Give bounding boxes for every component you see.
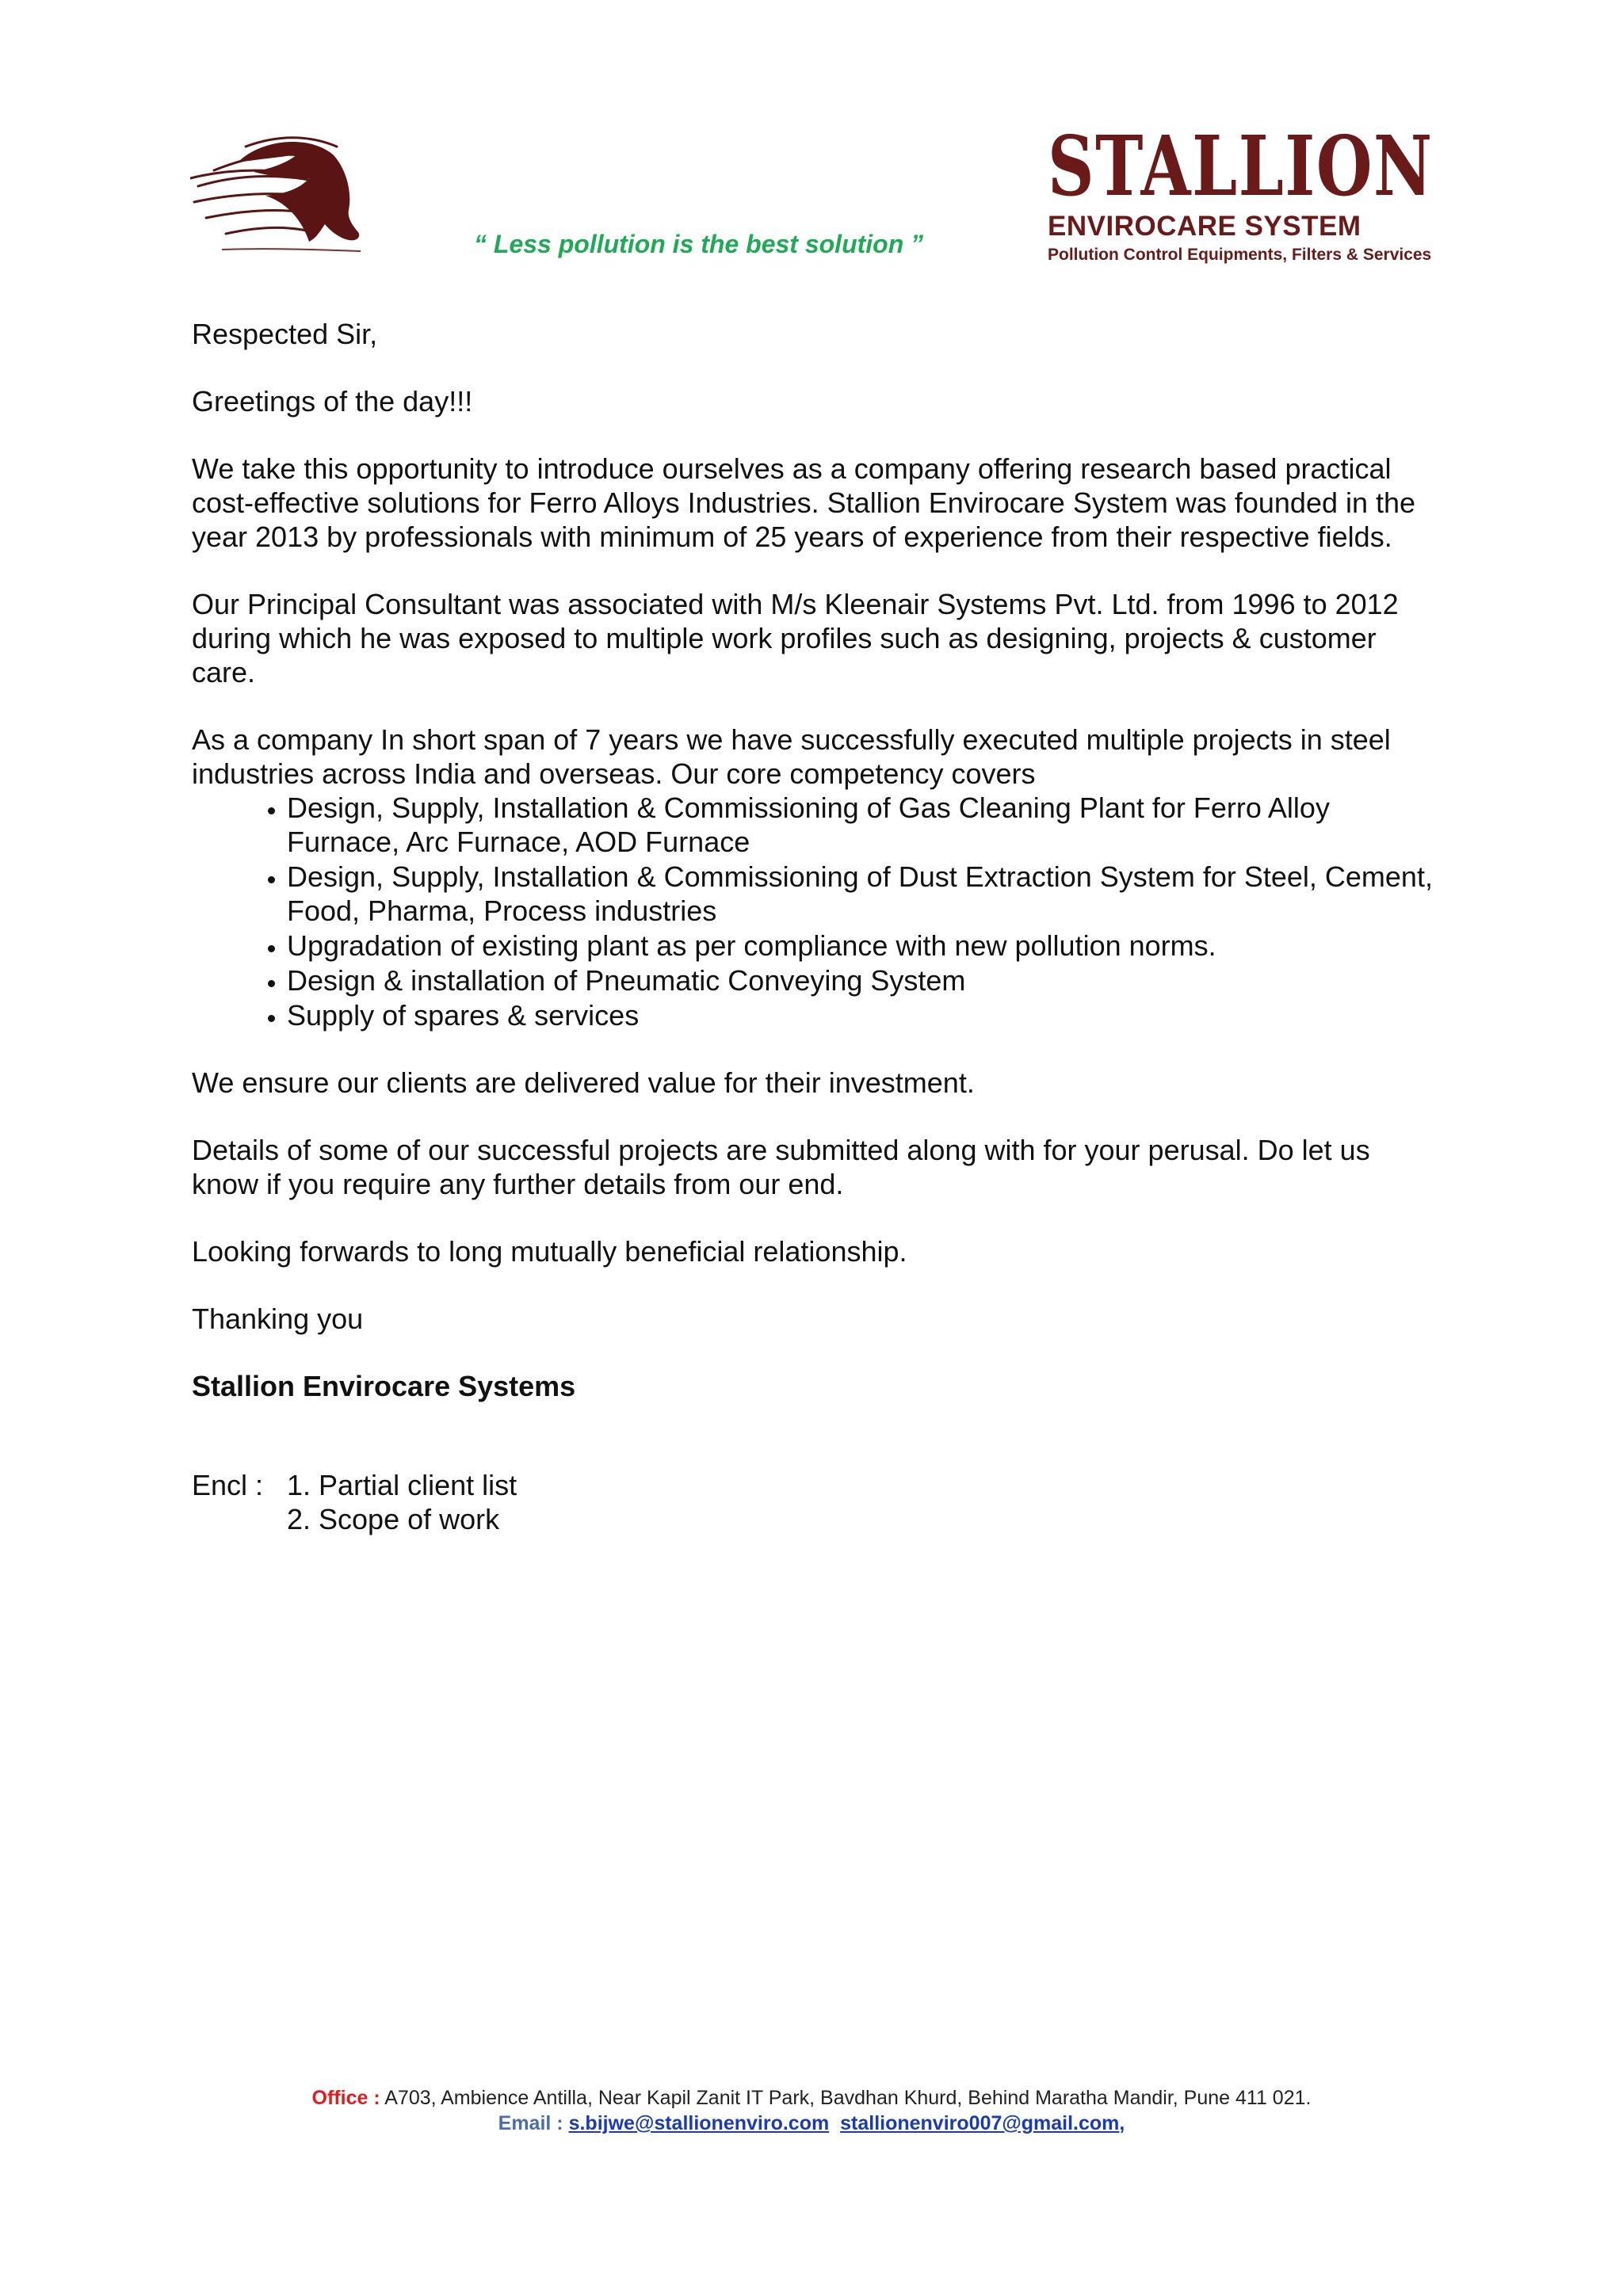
competency-list bbox=[192, 791, 1444, 1032]
competency-paragraph: As a company In short span of 7 years we have successfully executed multiple projects in steel industries across India and overseas. Our core competency covers bbox=[192, 723, 1391, 790]
footer bbox=[0, 2085, 1623, 2136]
signature: Stallion Envirocare Systems bbox=[192, 1370, 576, 1402]
letter-body bbox=[192, 317, 1444, 1536]
office-address: A703, Ambience Antilla, Near Kapil Zanit IT Park, Bavdhan Khurd, Behind Maratha Mandir, Pune 411 021. bbox=[384, 2087, 1312, 2109]
list-item: • Upgradation of existing plant as per compliance with new pollution norms. bbox=[287, 929, 1444, 963]
brand-logo bbox=[1048, 117, 1444, 265]
list-item: • Design, Supply, Installation & Commissioning of Dust Extraction System for Steel, Cement, Food, Pharma, Process industries bbox=[287, 860, 1444, 928]
brand-description: Pollution Control Equipments, Filters & Services bbox=[1048, 246, 1432, 264]
intro-paragraph: We take this opportunity to introduce ourselves as a company offering research based practical cost-effective solutions for Ferro Alloys Industries. Stallion Envirocare System was founded in the year 2013 by professionals with minimum of 25 years of experience from their respective fields. bbox=[192, 452, 1416, 553]
details-paragraph: Details of some of our successful projects are submitted along with for your perusal. Do let us know if you require any further details from our end. bbox=[192, 1134, 1370, 1200]
list-item: • Supply of spares & services bbox=[287, 998, 1444, 1032]
salutation: Respected Sir, bbox=[192, 318, 378, 350]
company-tagline: “ Less pollution is the best solution ” bbox=[474, 230, 924, 258]
consultant-paragraph: Our Principal Consultant was associated with M/s Kleenair Systems Pvt. Ltd. from 1996 to 2012 during which he was exposed to multiple work profiles such as designing, projects & customer care. bbox=[192, 588, 1399, 688]
value-paragraph: We ensure our clients are delivered value for their investment. bbox=[192, 1066, 975, 1099]
brand-subtitle: ENVIROCARE SYSTEM bbox=[1048, 211, 1361, 242]
closing: Thanking you bbox=[192, 1302, 364, 1335]
enclosure-item: 2. Scope of work bbox=[287, 1503, 500, 1535]
relationship-paragraph: Looking forwards to long mutually beneficial relationship. bbox=[192, 1235, 907, 1268]
office-label: Office : bbox=[311, 2087, 380, 2109]
enclosures bbox=[192, 1468, 1444, 1536]
enclosure-item: 1. Partial client list bbox=[287, 1469, 517, 1501]
email-label: Email : bbox=[498, 2112, 563, 2134]
horse-head-icon bbox=[190, 131, 369, 257]
list-item: • Design, Supply, Installation & Commissioning of Gas Cleaning Plant for Ferro Alloy Furnace, Arc Furnace, AOD Furnace bbox=[287, 791, 1444, 859]
email-line bbox=[0, 2111, 1623, 2136]
office-address-line bbox=[0, 2085, 1623, 2111]
email-link-secondary[interactable]: stallionenviro007@gmail.com bbox=[840, 2112, 1120, 2134]
enclosure-label: Encl : bbox=[192, 1469, 264, 1501]
greeting: Greetings of the day!!! bbox=[192, 385, 473, 418]
list-item: • Design & installation of Pneumatic Conveying System bbox=[287, 963, 1444, 997]
email-link-primary[interactable]: s.bijwe@stallionenviro.com bbox=[568, 2112, 830, 2134]
brand-name: STALLION bbox=[1048, 117, 1434, 215]
email-suffix: , bbox=[1119, 2112, 1125, 2134]
